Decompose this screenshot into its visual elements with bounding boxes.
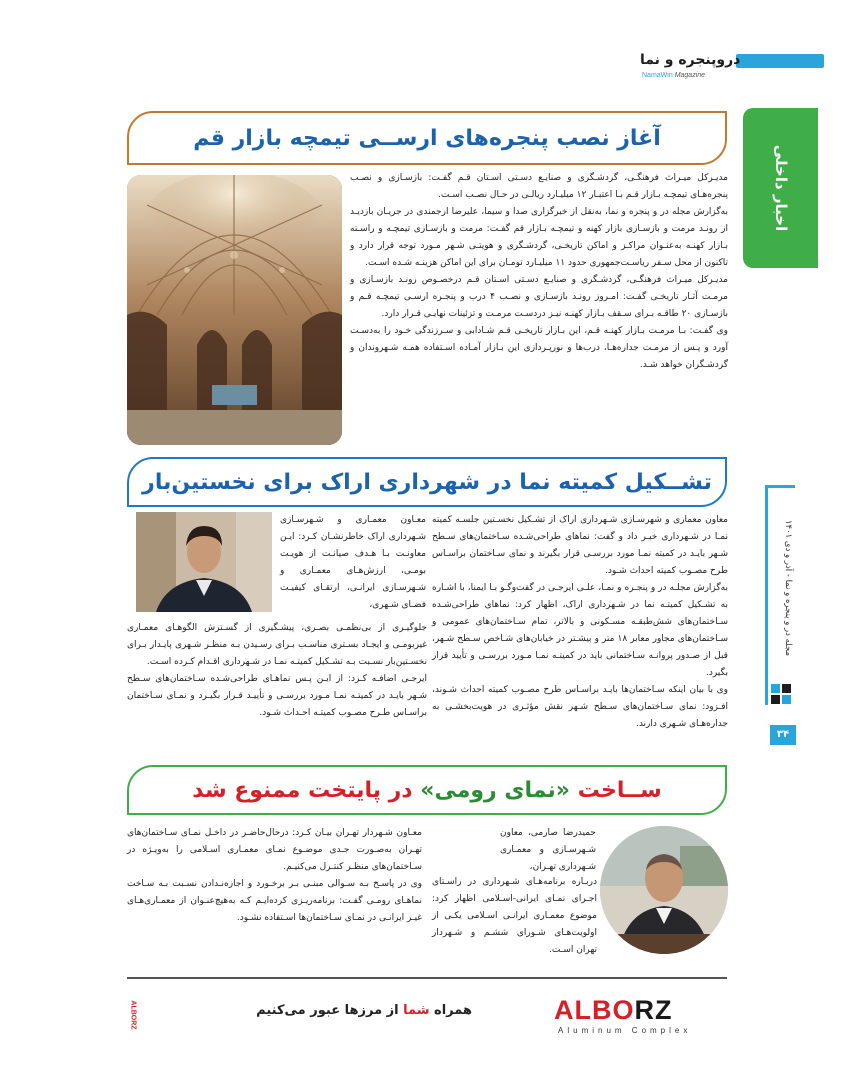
article2-paragraph: وی با بیان اینکه سـاختمان‌ها بایـد براسـاس طرح مصـوب کمیته احداث شـوند، افـزود: نمای سـاختمان‌های سـطح شـهر نقش مؤثـری در هویت‌بخشـی به جداره‌هـای شـهری دارند. [432, 685, 728, 729]
article3-title-tail: در پایتخت ممنوع شد [192, 777, 413, 803]
deputy-mayor-photo [600, 826, 728, 954]
article3-headline-box [127, 765, 727, 815]
article3-paragraph: وی در پاسـخ بـه سـوالی مبنـی بـر برخـورد و اجازه‌نـدادن نسـبت بـه سـاخت نماهـای رومـی گفـت: برنامه‌ریـزی کرده‌ایـم کـه به‌هیچ‌عنـوان از معمـاری‌هـای غیـر ایرانـی در نمـای سـاختمان‌ها اسـتفاده نشـود. [127, 879, 422, 923]
article2-body-bottom [127, 620, 427, 722]
alborz-subtitle: Aluminum Complex [558, 1026, 692, 1035]
article2-body-column [280, 512, 426, 614]
side-divider [765, 485, 795, 488]
masthead-title: دروپنجره و نما [640, 52, 741, 68]
article2-paragraph: به‌گزارش مجلـه در و پنجـره و نمـا، علـی ایرجـی در گفت‌وگـو بـا ایمنا، با اشـاره به تشـکیل کمیتـه نما در شـهرداری اراک، اظهار کرد: نماهای طراحی‌شـده سـاختمان‌های شش‌طبقـه مسـکونی و بالاتر، تمام سـاختمان‌های عمومی و سـاختمان‌های مجاور معابر ۱۸ متر و بیشـتر در خیابان‌های شـاخص سـطح شـهر، قبل از صـدور پروانـه سـاختمانی باید در کمیتـه نمـا مـورد بررسـی و تأیید قرار بگیرد. [432, 583, 728, 678]
article1-title: آغاز نصب پنجره‌های ارســی تیمچه بازار قم [193, 125, 661, 151]
section-tab [743, 108, 818, 268]
side-divider-vertical [765, 485, 768, 705]
issue-info: مجله در و پنجره و نما - آذر و دی ۱۴۰۱ [783, 519, 793, 656]
alborz-wordmark: ALBORZ [554, 995, 673, 1025]
article1-paragraph: مدیـرکل میـراث فرهنگـی، گردشـگری و صنایـع دسـتی اسـتان قـم گفـت: بازسـازی و نصـب پنجره‌هـای تیمچـه بـازار قـم بـا اعتبـار ۱۲ میلیـارد ریالـی در حـال نصـب اسـت. [350, 173, 728, 200]
footer-side-brand: ALBORZ [129, 1000, 137, 1030]
bazaar-photo [127, 175, 342, 445]
alborz-logo [554, 995, 728, 1039]
article2-body-right [432, 512, 728, 733]
magazine-logo-icon [771, 684, 793, 706]
masthead-subtitle: NamaWin Magazine [642, 72, 706, 79]
masthead-band [736, 54, 824, 68]
article3-body-right [432, 874, 597, 959]
article3-title-quote: «نمای رومی» [420, 777, 571, 803]
article2-paragraph: جلوگیـری از بی‌نظمـی بصـری، پیشـگیری از گسـترش الگوهـای معمـاری غیربومـی و ایجـاد بسـتری مناسـب بـرای رسـیدن بـه منظـر شـهری پایـدار بـرای نخسـتین‌بار نسـبت بـه تشـکیل کمیتـه نمـا در شـهرداری اقـدام کـرده اسـت. [127, 623, 427, 667]
article3-body-intro [500, 825, 596, 876]
article1-paragraph: وی گفـت: بـا مرمـت بـازار کهنـه قـم، این بـازار تاریخـی قـم شـادابی و سـرزندگی خـود را به‌دسـت آورد و پـس از مرمـت جداره‌هـا، درب‌ها و نورپـردازی این بـازار آمـاده اسـتفاده همـه شـهروندان و گردشـگران خواهد شـد. [350, 326, 728, 370]
footer-divider [127, 977, 727, 979]
article3-paragraph: حمیدرضا صارمی، معاون شـهرسـازی و معمـاری شـهرداری تهـران، [500, 828, 596, 872]
article2-paragraph: معاون معماری و شهرسـازی شـهرداری اراک از تشـکیل نخسـتین جلسـه کمیته نمـا در شـهرداری خبـر داد و گفت: نماهای طراحی‌شـده سـاختمان‌های سـطح شـهر بایـد در کمیته نمـا مورد بررسـی قرار بگیرند و نمای سـاختمان براسـاس طرح مصـوب کمیته احداث شـود. [432, 515, 728, 576]
article3-paragraph: معـاون شـهردار تهـران بیـان کـرد: درحال‌حاضـر در داخـل نمـای سـاختمان‌های تهـران به‌صـورت جـدی موضـوع نمـای معمـاری اسـلامی را به‌ویـژه در سـاختمان‌های منظـر کنتـرل می‌کنیـم. [127, 828, 422, 872]
footer-tagline: همراه شما از مرزها عبور می‌کنیم [256, 1003, 472, 1018]
article1-body [350, 170, 728, 374]
article2-headline-box [127, 457, 727, 507]
article2-paragraph: ایرجـی اضافـه کـرد: از ایـن پـس نماهـای طراحی‌شـده سـاختمان‌های سـطح شـهر بایـد در کمیتـه نمـا مـورد بررسـی و تأییـد قـرار بگیـرد و نمـای سـاختمان براسـاس طـرح مصـوب کمیتـه احـداث شـود. [127, 674, 427, 718]
article1-paragraph: به‌گزارش مجله در و پنجره و نما، به‌نقل از خبرگزاری صدا و سیما، علیرضا ارجمندی در جریـان بازدیـد از رونـد مرمت و بازسـازی بازار کهنه و تیمچـه بـازار قم گفـت: مرمت و بازسـازی تیمچـه و راسـته بـازار کهنـه به‌عنـوان مراکـز و اماکن تاریخـی، گردشـگری و هویتـی شـهر مـورد توجه قرار دارد و تاکنون از محل سـفر ریاسـت‌جمهوری حدود ۱۱ میلیـارد تومـان برای این اماکن هزینـه شـده اسـت. [350, 207, 728, 268]
page-number: ۳۴ [770, 725, 796, 745]
article1-paragraph: مدیـرکل میـراث فرهنگـی، گردشـگری و صنایـع دسـتی اسـتان قـم درخصـوص رونـد بازسـازی و مرمـت آثـار تاریخـی گفـت: امـروز رونـد بازسـازی و نصـب ۴ درب و پنجـره ارسـی تیمچـه قـم و بازسـازی ۲۰ طاقـه بـرای سـقف بـازار کهنـه نیـز دردسـت مرمـت و تزئینات نهایـی قـرار دارد. [350, 275, 728, 319]
article3-paragraph: دربـاره برنامه‌هـای شـهرداری در راسـتای اجـرای نمـای ایرانی-اسـلامی اظهار کرد: موضوع معمـاری ایرانـی اسـلامی یکـی از اولویت‌هـای شـورای ششـم و شـهردار تهران اسـت. [432, 877, 597, 955]
article2-title: تشــکیل کمیته نما در شهرداری اراک برای نخستین‌بار [142, 469, 712, 495]
article1-headline-box [127, 111, 727, 165]
article3-title-lead: ســاخت [577, 777, 662, 803]
masthead-logo [640, 50, 825, 86]
official-portrait-photo [136, 512, 272, 612]
article2-paragraph: معـاون معمـاری و شـهرسـازی شـهرداری اراک خاطرنشـان کـرد: ایـن معاونـت بـا هـدف صیانـت از هویـت بومـی، ارزش‌هـای معمـاری و شـهرسـازی ایرانـی، ارتقـای کیفیـت فضـای شـهری، [280, 515, 426, 610]
section-tab-label: اخبار داخلی [771, 144, 790, 232]
article3-body-left [127, 825, 422, 927]
article3-title [192, 778, 662, 803]
